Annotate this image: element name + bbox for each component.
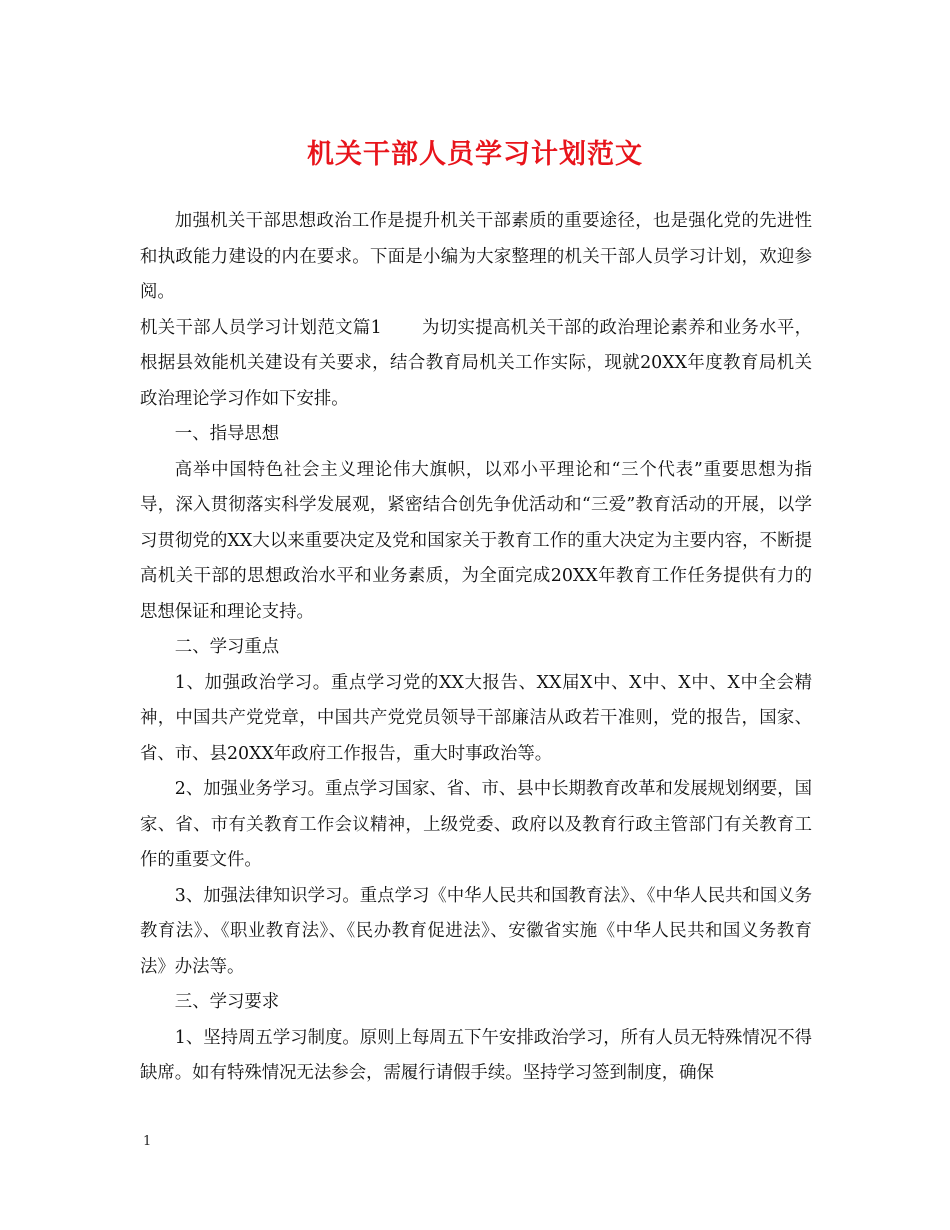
article-lead: 为切实提高机关干部的政治理论素养和业务水平，根据县效能机关建设有关要求，结合教育局机关工作实际，现就20XX年度教育局机关政治理论学习作如下安排。	[140, 317, 812, 409]
section-heading-study-requirements: 三、学习要求	[174, 992, 280, 1012]
article-heading: 机关干部人员学习计划范文篇1	[140, 317, 382, 338]
section-heading-guiding-thought: 一、指导思想	[174, 424, 280, 444]
intro-paragraph: 加强机关干部思想政治工作是提升机关干部素质的重要途径，也是强化党的先进性和执政能力建设的内在要求。下面是小编为大家整理的机关干部人员学习计划，欢迎参阅。	[140, 211, 812, 302]
document-body	[140, 204, 812, 1092]
document-title: 机关干部人员学习计划范文	[307, 139, 643, 170]
study-focus-item-business: 2、加强业务学习。重点学习国家、省、市、县中长期教育改革和发展规划纲要，国家、省、市有关教育工作会议精神，上级党委、政府以及教育行政主管部门有关教育工作的重要文件。	[140, 779, 812, 870]
section-paragraph-guiding-thought: 高举中国特色社会主义理论伟大旗帜，以邓小平理论和“三个代表”重要思想为指导，深入贯彻落实科学发展观，紧密结合创先争优活动和“三爱”教育活动的开展，以学习贯彻党的XX大以来重要决定及党和国家关于教育工作的重大决定为主要内容，不断提高机关干部的思想政治水平和业务素质，为全面完成20XX年教育工作任务提供有力的思想保证和理论支持。	[140, 459, 812, 622]
study-focus-item-law: 3、加强法律知识学习。重点学习《中华人民共和国教育法》、《中华人民共和国义务教育法》、《职业教育法》、《民办教育促进法》、安徽省实施《中华人民共和国义务教育法》办法等。	[140, 885, 812, 977]
article-first-paragraph	[140, 311, 812, 418]
study-focus-item-political: 1、加强政治学习。重点学习党的XX大报告、XX届X中、X中、X中、X中全会精神，中国共产党党章，中国共产党党员领导干部廉洁从政若干准则，党的报告，国家、省、市、县20XX年政府工作报告，重大时事政治等。	[140, 672, 812, 764]
study-requirement-item-friday: 1、坚持周五学习制度。原则上每周五下午安排政治学习，所有人员无特殊情况不得缺席。如有特殊情况无法参会，需履行请假手续。坚持学习签到制度，确保	[140, 1027, 812, 1083]
section-heading-study-focus: 二、学习重点	[174, 637, 280, 657]
page-number: 1	[143, 1134, 152, 1149]
